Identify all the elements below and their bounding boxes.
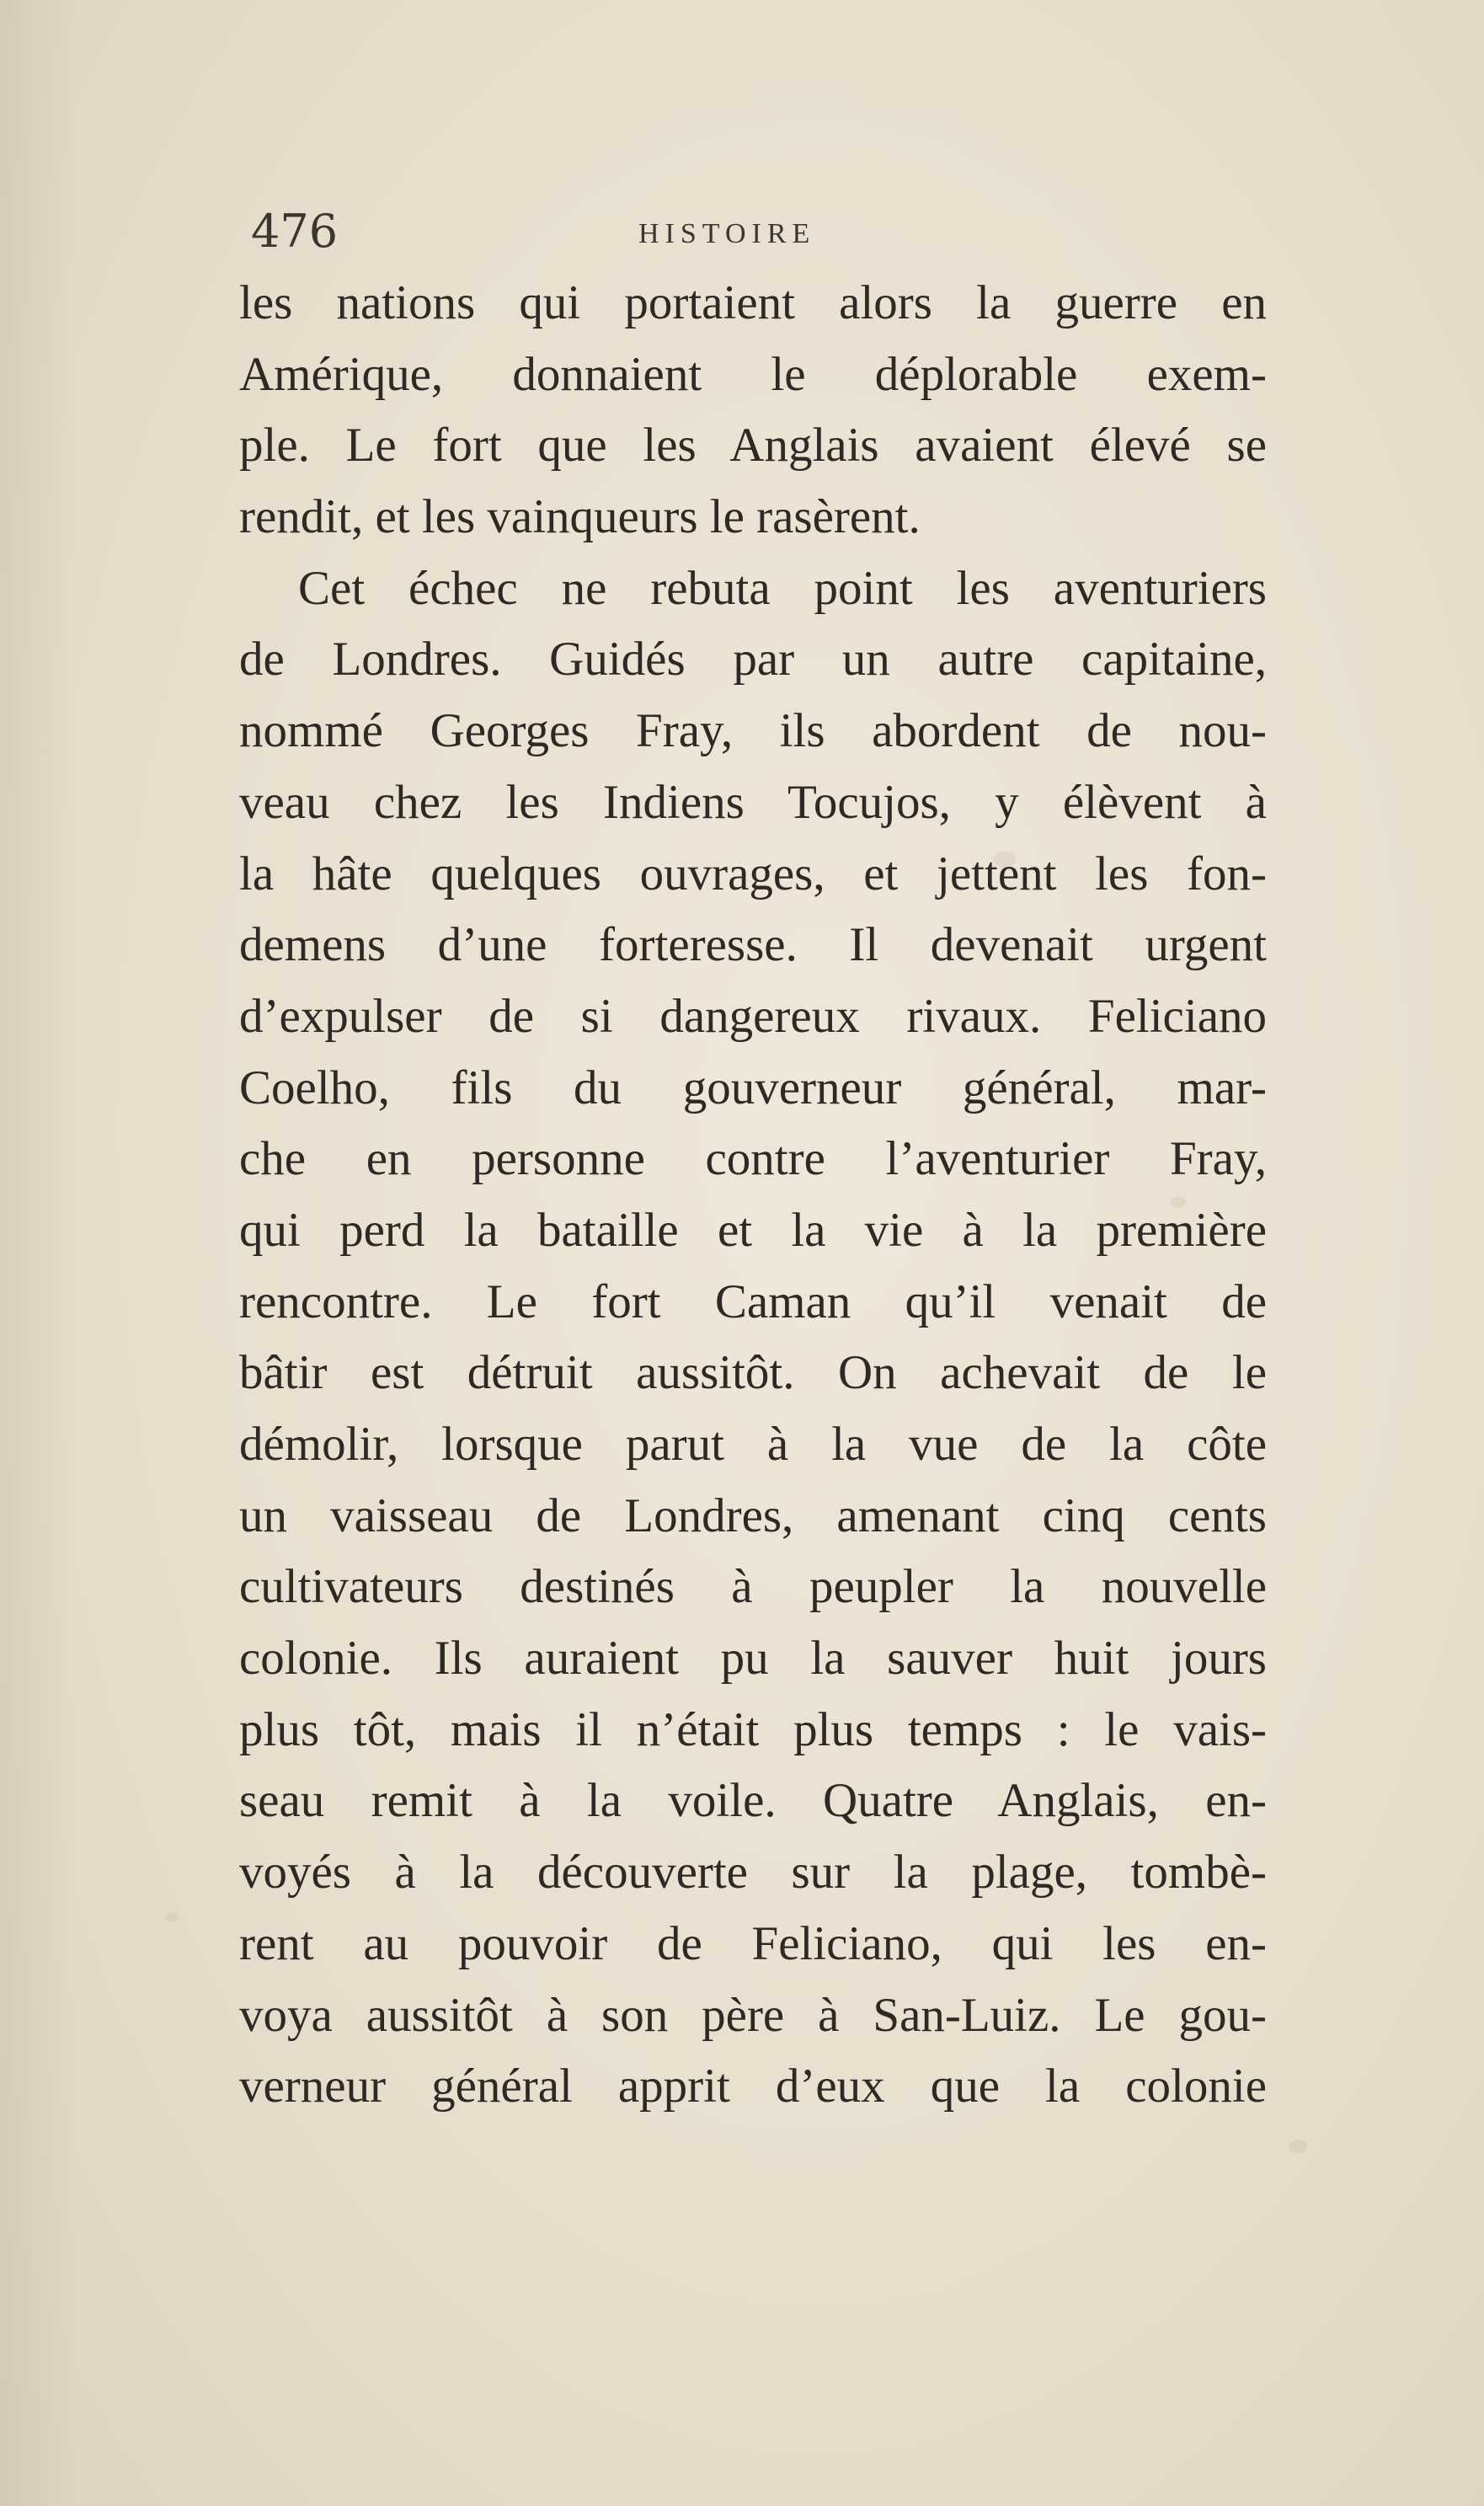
page-number: 476 <box>251 205 339 258</box>
paper-spot <box>165 1912 179 1922</box>
text-line: les nations qui portaient alors la guerre en <box>239 276 1267 329</box>
text-line: la hâte quelques ouvrages, et jettent les fon- <box>239 847 1267 900</box>
running-head: HISTOIRE <box>638 218 816 249</box>
text-line: rencontre. Le fort Caman qu’il venait de <box>239 1274 1267 1328</box>
page-header <box>251 202 1245 261</box>
text-line: de Londres. Guidés par un autre capitaine, <box>239 633 1267 687</box>
text-line: che en personne contre l’aventurier Fray, <box>239 1132 1267 1186</box>
text-line: veau chez les Indiens Tocujos, y élèvent à <box>239 775 1267 829</box>
text-line: qui perd la bataille et la vie à la première <box>239 1203 1267 1257</box>
text-line: verneur général apprit d’eux que la colonie <box>239 2060 1267 2113</box>
text-line: ple. Le fort que les Anglais avaient élevé se <box>239 419 1267 473</box>
text-line: bâtir est détruit aussitôt. On achevait de le <box>239 1346 1267 1400</box>
text-line: rent au pouvoir de Feliciano, qui les en- <box>239 1916 1267 1970</box>
text-line: seau remit à la voile. Quatre Anglais, en- <box>239 1774 1267 1828</box>
text-line: démolir, lorsque parut à la vue de la côte <box>239 1418 1267 1471</box>
text-line: nommé Georges Fray, ils abordent de nou- <box>239 704 1267 758</box>
text-line: cultivateurs destinés à peupler la nouvelle <box>239 1560 1267 1614</box>
text-line: colonie. Ils auraient pu la sauver huit jours <box>239 1632 1267 1686</box>
text-line: rendit, et les vainqueurs le rasèrent. <box>239 490 921 544</box>
text-line: plus tôt, mais il n’était plus temps : le vais- <box>239 1702 1267 1756</box>
paper-spot <box>1289 2140 1307 2153</box>
text-line: d’expulser de si dangereux rivaux. Feliciano <box>239 989 1267 1043</box>
text-line: Amérique, donnaient le déplorable exem- <box>239 347 1267 401</box>
gutter-shadow <box>0 0 76 2506</box>
text-line: demens d’une forteresse. Il devenait urgent <box>239 918 1267 972</box>
text-line: voya aussitôt à son père à San-Luiz. Le gou- <box>239 1988 1267 2042</box>
text-line: Coelho, fils du gouverneur général, mar- <box>239 1061 1267 1114</box>
text-line: Cet échec ne rebuta point les aventuriers <box>298 561 1267 615</box>
body-text <box>239 268 1267 2123</box>
text-line: un vaisseau de Londres, amenant cinq cents <box>239 1488 1267 1542</box>
text-line: voyés à la découverte sur la plage, tombè- <box>239 1846 1267 1900</box>
